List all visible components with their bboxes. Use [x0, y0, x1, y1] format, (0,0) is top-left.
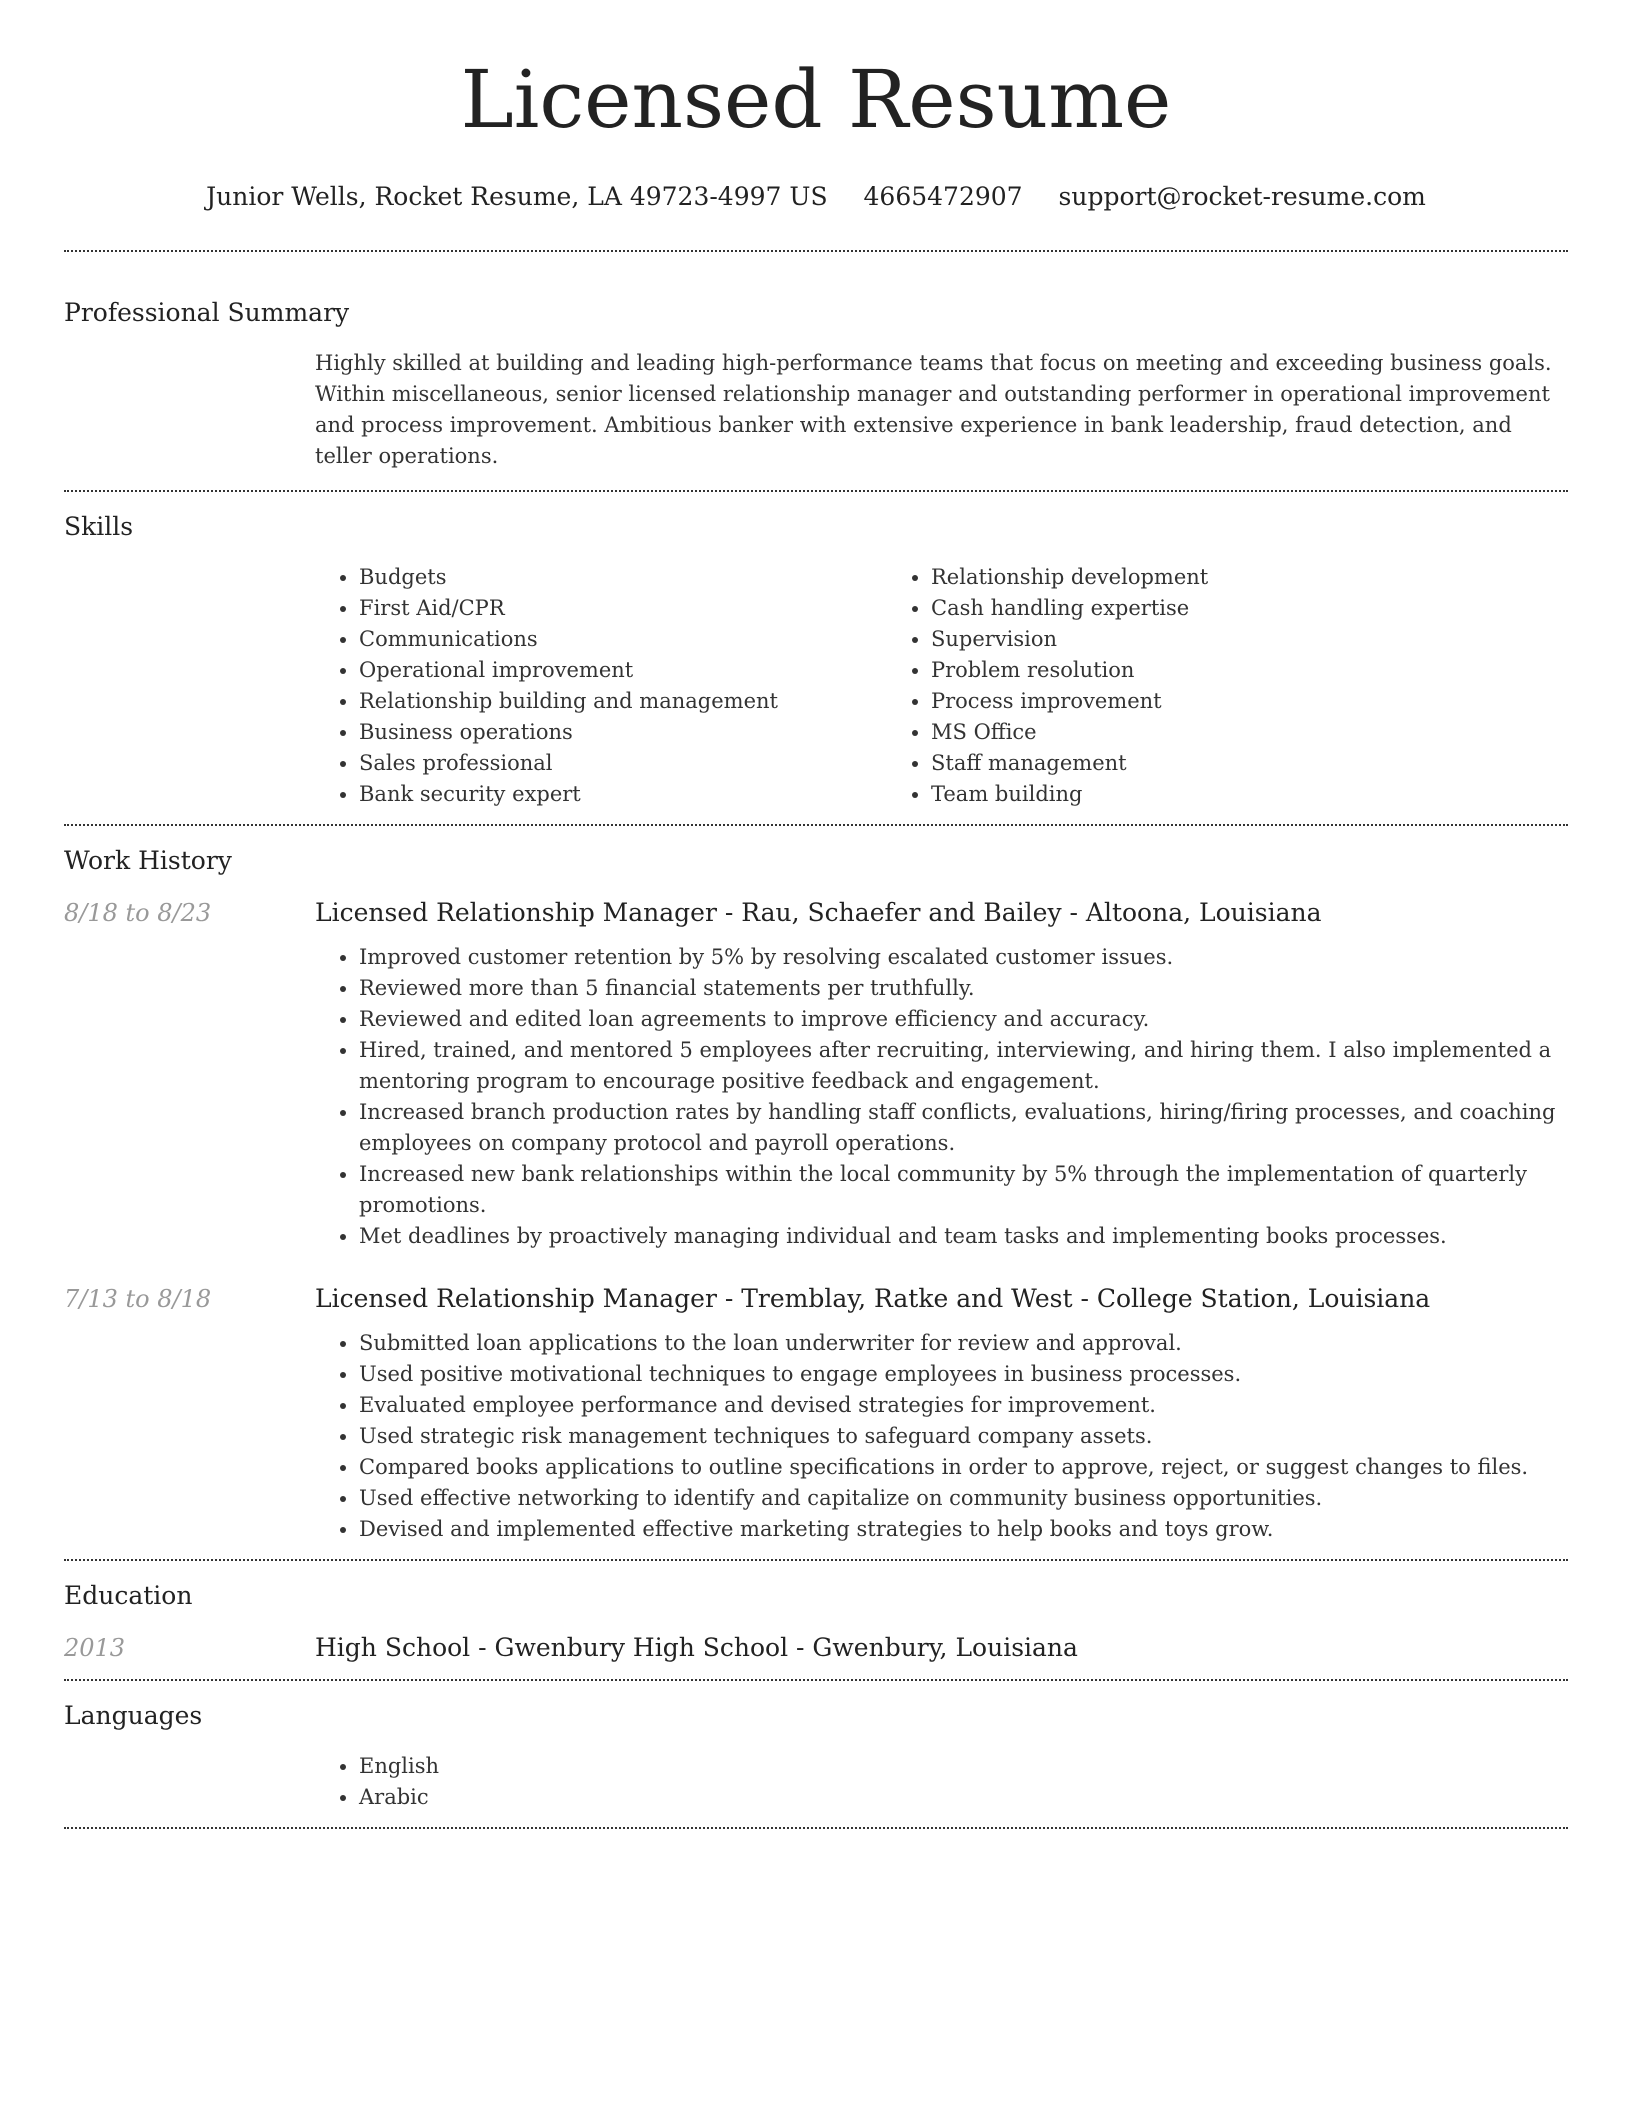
- job-entry: [64, 1282, 1568, 1545]
- skill-item: • Team building: [931, 779, 1208, 810]
- education-heading: Education: [64, 1581, 193, 1610]
- contact-phone: 4665472907: [863, 182, 1023, 211]
- contact-address: Junior Wells, Rocket Resume, LA 49723-4997 US: [206, 182, 828, 211]
- contact-line: [64, 180, 1568, 214]
- job-bullet: • Used positive motivational techniques to engage employees in business processes.: [359, 1359, 1568, 1390]
- job-bullets: [315, 1328, 1568, 1545]
- job-bullet: • Compared books applications to outline specifications in order to approve, reject, or suggest changes to files.: [359, 1452, 1568, 1483]
- job-title: Licensed Relationship Manager - Rau, Schaefer and Bailey - Altoona, Louisiana: [315, 898, 1322, 927]
- education-degree: High School - Gwenbury High School - Gwenbury, Louisiana: [315, 1633, 1078, 1662]
- job-entry: [64, 896, 1568, 1252]
- language-item: • Arabic: [359, 1782, 1568, 1813]
- job-bullet: • Met deadlines by proactively managing individual and team tasks and implementing books processes.: [359, 1221, 1568, 1252]
- work-heading: Work History: [64, 846, 232, 875]
- job-title: Licensed Relationship Manager - Tremblay, Ratke and West - College Station, Louisiana: [315, 1284, 1431, 1313]
- work-bottom-spacer: [64, 1545, 1568, 1559]
- job-bullet: • Improved customer retention by 5% by resolving escalated customer issues.: [359, 942, 1568, 973]
- job-bullets-row: [64, 1316, 1568, 1545]
- summary-left-col: [64, 330, 315, 490]
- summary-row: [64, 330, 1568, 490]
- skills-list-column-2: [887, 562, 1208, 810]
- skill-item: • Budgets: [359, 562, 887, 593]
- skill-item: • First Aid/CPR: [359, 593, 887, 624]
- skill-item: • Problem resolution: [931, 655, 1208, 686]
- summary-right-col: [315, 330, 1568, 490]
- skills-heading: Skills: [64, 512, 134, 541]
- skill-item: • Business operations: [359, 717, 887, 748]
- summary-heading: Professional Summary: [64, 298, 350, 327]
- education-section: [64, 1561, 1568, 1665]
- job-bullet: • Submitted loan applications to the loan underwriter for review and approval.: [359, 1328, 1568, 1359]
- education-date: 2013: [64, 1634, 126, 1662]
- language-item: • English: [359, 1751, 1568, 1782]
- contact-email: support@rocket-resume.com: [1058, 182, 1426, 211]
- skill-item: • MS Office: [931, 717, 1208, 748]
- skill-item: • Process improvement: [931, 686, 1208, 717]
- skills-row: [64, 544, 1568, 824]
- skills-left-col: [64, 544, 315, 824]
- job-bullet: • Devised and implemented effective marketing strategies to help books and toys grow.: [359, 1514, 1568, 1545]
- job-bullets-row: [64, 930, 1568, 1252]
- job-header-row: [64, 1282, 1568, 1316]
- education-row: [64, 1631, 1568, 1665]
- job-bullet: • Used effective networking to identify and capitalize on community business opportunities.: [359, 1483, 1568, 1514]
- job-bullet: • Increased new bank relationships within the local community by 5% through the implementation of quarterly promotions.: [359, 1159, 1568, 1221]
- summary-section: [64, 252, 1568, 490]
- languages-right-col: [315, 1751, 1568, 1813]
- skills-list-column-1: [315, 562, 887, 810]
- skills-section: [64, 492, 1568, 824]
- job-bullet: • Reviewed and edited loan agreements to improve efficiency and accuracy.: [359, 1004, 1568, 1035]
- skills-columns: [315, 562, 1568, 810]
- skill-item: • Sales professional: [359, 748, 887, 779]
- skill-item: • Supervision: [931, 624, 1208, 655]
- job-bullets: [315, 942, 1568, 1252]
- languages-divider: [64, 1827, 1568, 1829]
- job-header-row: [64, 896, 1568, 930]
- resume-header: [64, 0, 1568, 214]
- job-bullet: • Evaluated employee performance and devised strategies for improvement.: [359, 1390, 1568, 1421]
- skill-item: • Bank security expert: [359, 779, 887, 810]
- languages-left-col: [64, 1751, 315, 1813]
- skills-right-col: [315, 544, 1568, 824]
- job-date: 8/18 to 8/23: [64, 899, 212, 927]
- job-bullets-left-col: [64, 930, 315, 1252]
- skill-item: • Operational improvement: [359, 655, 887, 686]
- job-bullet: • Reviewed more than 5 financial statements per truthfully.: [359, 973, 1568, 1004]
- summary-text: Highly skilled at building and leading high-performance teams that focus on meeting and exceeding business goals. Within miscellaneous, senior licensed relationship manager and outstanding performer in operational improvement and process improvement. Ambitious banker with extensive experience in bank leadership, fraud detection, and teller operations.: [315, 351, 1552, 468]
- skill-item: • Communications: [359, 624, 887, 655]
- job-bullets-left-col: [64, 1316, 315, 1545]
- job-bullets-right-col: [315, 930, 1568, 1252]
- job-bullet: • Used strategic risk management techniques to safeguard company assets.: [359, 1421, 1568, 1452]
- skill-item: • Relationship development: [931, 562, 1208, 593]
- job-bullet: • Hired, trained, and mentored 5 employees after recruiting, interviewing, and hiring them. I also implemented a mentoring program to encourage positive feedback and engagement.: [359, 1035, 1568, 1097]
- job-bullets-right-col: [315, 1316, 1568, 1545]
- resume-title: Licensed Resume: [460, 53, 1172, 146]
- skill-item: • Staff management: [931, 748, 1208, 779]
- skill-item: • Relationship building and management: [359, 686, 887, 717]
- languages-row: [64, 1751, 1568, 1813]
- work-section: [64, 826, 1568, 1559]
- languages-section: [64, 1681, 1568, 1813]
- languages-list: [315, 1751, 1568, 1813]
- job-bullet: • Increased branch production rates by handling staff conflicts, evaluations, hiring/firing processes, and coaching employees on company protocol and payroll operations.: [359, 1097, 1568, 1159]
- skill-item: • Cash handling expertise: [931, 593, 1208, 624]
- languages-heading: Languages: [64, 1701, 203, 1730]
- job-date: 7/13 to 8/18: [64, 1285, 212, 1313]
